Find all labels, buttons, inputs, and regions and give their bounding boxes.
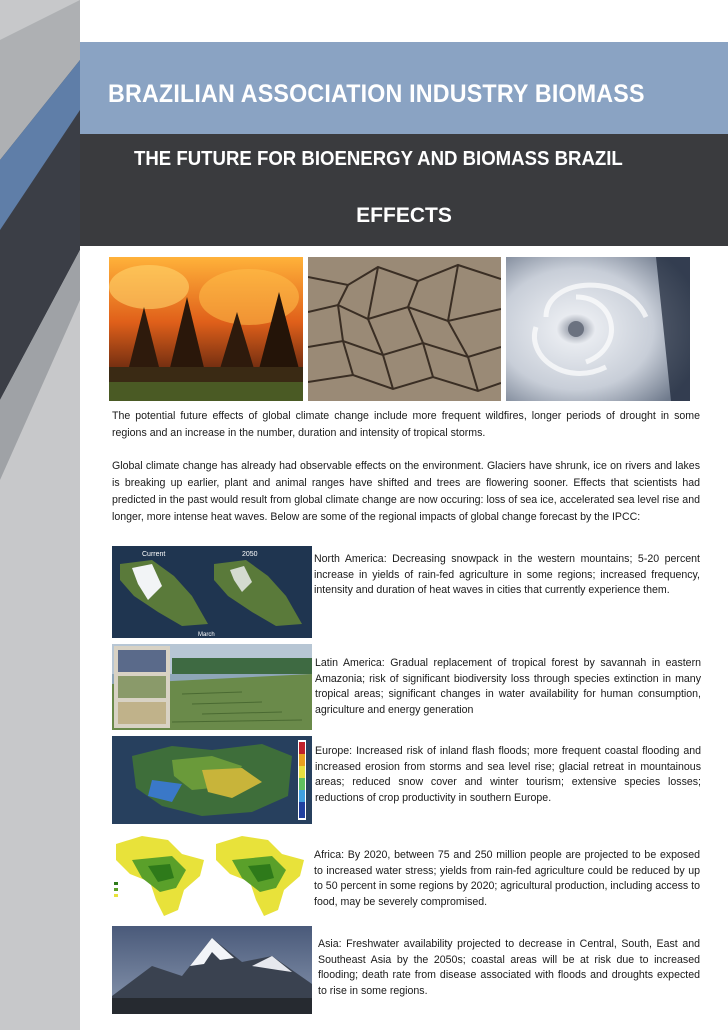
latin-america-image [112, 644, 312, 730]
section-title: EFFECTS [356, 204, 452, 227]
map-label-current: Current [142, 551, 166, 558]
north-america-snowpack-map [112, 546, 312, 638]
region-text-north-america: North America: Decreasing snowpack in the western mountains; 5-20 percent increase in yields of rain-fed agriculture in some regions; increased frequency, intensity and duration of heat waves in cities that currently experience them. [314, 553, 700, 596]
region-text-latin-america: Latin America: Gradual replacement of tropical forest by savannah in eastern Amazonia; risk of significant biodiversity loss through species extinction in many tropical areas; significant changes in water availability for human consumption, agriculture and energy generation [315, 657, 701, 716]
region-text-asia: Asia: Freshwater availability projected to decrease in Central, South, East and Southeast Asia by the 2050s; coastal areas will be at risk due to increased flooding; death rate from disease associated with floods and droughts expected to rise in some regions. [318, 938, 700, 997]
tropical-storm-image [506, 257, 690, 401]
wildfire-image [109, 257, 303, 401]
map-label-2050: 2050 [242, 551, 258, 558]
region-text-europe: Europe: Increased risk of inland flash floods; more frequent coastal flooding and increased erosion from storms and sea level rise; glacial retreat in mountainous areas; reduced snow cover and winter tourism; extensive species losses; reductions of crop productivity in southern Europe. [315, 745, 701, 804]
page-subtitle: THE FUTURE FOR BIOENERGY AND BIOMASS BRAZIL [134, 148, 623, 170]
asia-mountain-image [112, 926, 312, 1014]
africa-maps [112, 830, 312, 920]
region-text-africa: Africa: By 2020, between 75 and 250 million people are projected to be exposed to increased water stress; yields from rain-fed agriculture could be reduced by up to 50 percent in some regions by 2020; agricultural production, including access to food, may be severely compromised. [314, 849, 700, 908]
europe-map [112, 736, 312, 824]
map-label-march: March [198, 632, 215, 638]
page-title: BRAZILIAN ASSOCIATION INDUSTRY BIOMASS [108, 80, 645, 108]
intro-paragraph-2: Global climate change has already had observable effects on the environment. Glaciers have shrunk, ice on rivers and lakes is breaking up earlier, plant and animal ranges have shifted and trees are flowering sooner. Effects that scientists had predicted in the past would result from global climate change are now occuring: loss of sea ice, accelerated sea level rise and longer, more intense heat waves. Below are some of the regional impacts of global change forecast by the IPCC: [112, 460, 700, 523]
left-decorative-strip [0, 0, 80, 1030]
intro-paragraph-1: The potential future effects of global climate change include more frequent wildfires, longer periods of drought in some regions and an increase in the number, duration and intensity of tropical storms. [112, 410, 700, 439]
cracked-earth-image [308, 257, 501, 401]
